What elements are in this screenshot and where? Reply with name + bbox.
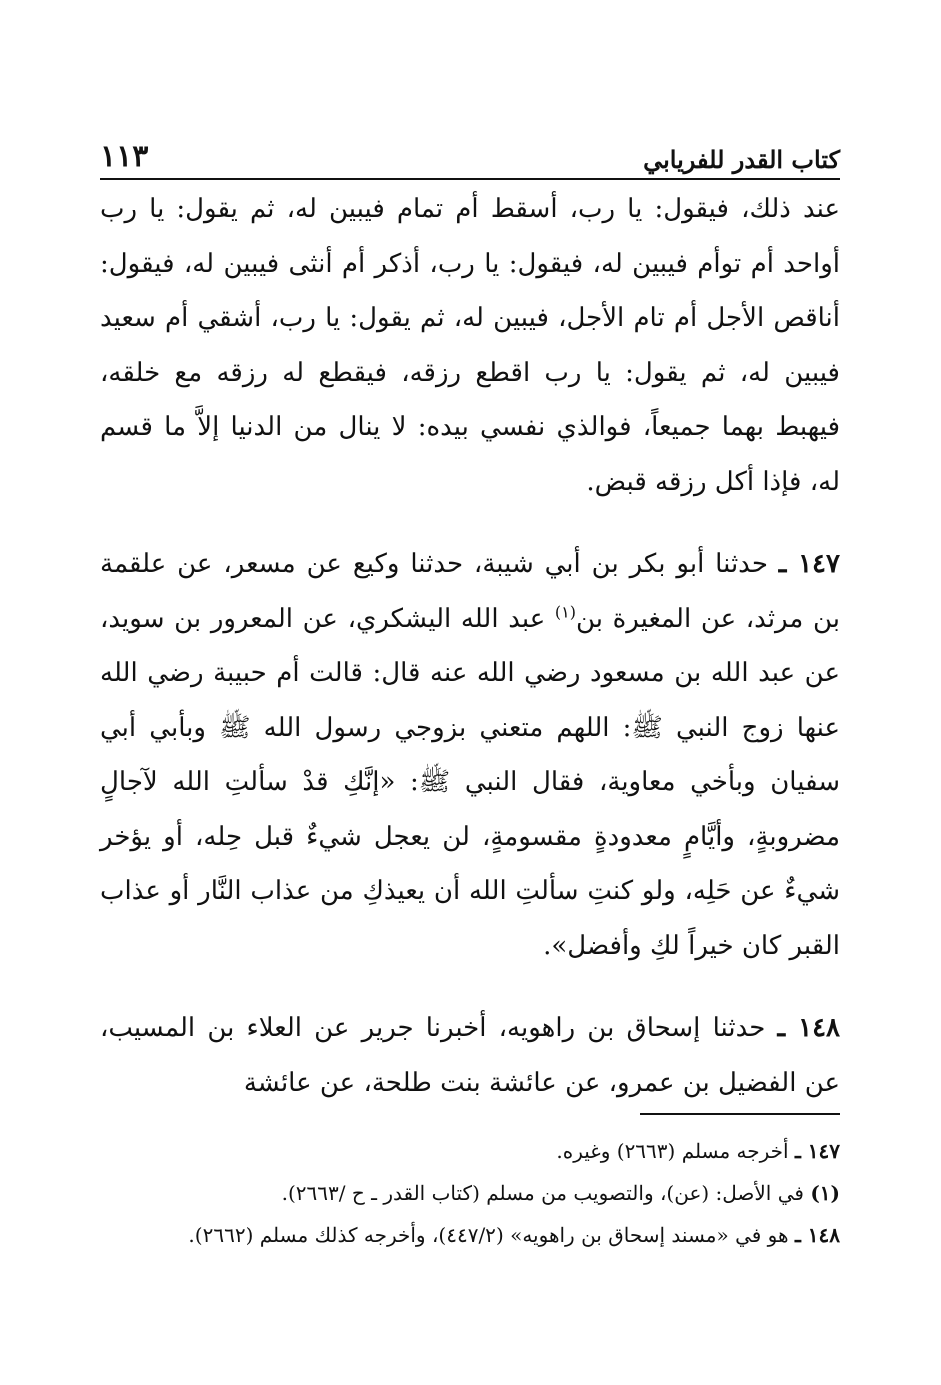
footnote-rule — [640, 1113, 840, 1115]
footnote-number: ١٤٨ ـ — [794, 1223, 840, 1247]
footnote-147 — [100, 1130, 840, 1172]
paragraph-continuation — [100, 182, 840, 509]
footnote-number: (١) — [810, 1181, 840, 1205]
footnote-text: أخرجه مسلم (٢٦٦٣) وغيره. — [556, 1139, 789, 1163]
hadith-148 — [100, 1001, 840, 1110]
main-text — [100, 182, 840, 1110]
footnote-text: هو في «مسند إسحاق بن راهويه» (٤٤٧/٢)، وأخرجه كذلك مسلم (٢٦٦٢). — [188, 1223, 789, 1247]
hadith-number: ١٤٨ ـ — [777, 1013, 841, 1043]
hadith-text: حدثنا إسحاق بن راهويه، أخبرنا جرير عن العلاء بن المسيب، عن الفضيل بن عمرو، عن عائشة بنت طلحة، عن عائشة — [100, 1013, 840, 1098]
paragraph-text: عند ذلك، فيقول: يا رب، أسقط أم تمام فيبين له، ثم يقول: يا رب أواحد أم توأم فيبين له، فيقول: يا رب، أذكر أم أنثى فيبين له، فيقول: أناقص الأجل أم تام الأجل، فيبين له، ثم يقول: يا رب، أشقي أم سعيد فيبين له، ثم يقول: يا رب اقطع رزقه، فيقطع له رزقه مع خلقه، فيهبط بهما جميعاً، فوالذي نفسي بيده: لا ينال من الدنيا إلاَّ ما قسم له، فإذا أكل رزقه قبض. — [100, 194, 840, 497]
hadith-147 — [100, 537, 840, 973]
hadith-text-part-2: عبد الله اليشكري، عن المعرور بن سويد، عن عبد الله بن مسعود رضي الله عنه قال: قالت أم حبيبة رضي الله عنها زوج النبي ﷺ: اللهم متعني بزوجي رسول الله ﷺ وبأبي أبي سفيان وبأخي معاوية، فقال النبي ﷺ: «إنَّكِ قدْ سألتِ الله لآجالٍ مضروبةٍ، وأيَّامٍ معدودةٍ مقسومةٍ، لن يعجل شيءٌ قبل حِله، أو يؤخر شيءٌ عن حَلِه، ولو كنتِ سألتِ الله أن يعيذكِ من عذاب النَّار أو عذاب القبر كان خيراً لكِ وأفضل». — [100, 603, 840, 961]
footnotes — [100, 1130, 840, 1256]
header-rule — [100, 178, 840, 180]
hadith-text-part-1: حدثنا أبو بكر بن أبي شيبة، حدثنا وكيع عن مسعر، عن علقمة بن مرثد، عن المغيرة بن — [100, 549, 840, 634]
footnote-reference: (١) — [554, 601, 576, 621]
running-title: كتاب القدر للفريابي — [643, 145, 840, 174]
footnote-1 — [100, 1172, 840, 1214]
footnote-text: في الأصل: (عن)، والتصويب من مسلم (كتاب القدر ـ ح /٢٦٦٣). — [281, 1181, 804, 1205]
footnote-148 — [100, 1214, 840, 1256]
page-header — [100, 128, 840, 174]
hadith-number: ١٤٧ ـ — [778, 549, 840, 579]
page-number: ١١٣ — [100, 139, 149, 174]
footnote-number: ١٤٧ ـ — [794, 1139, 840, 1163]
